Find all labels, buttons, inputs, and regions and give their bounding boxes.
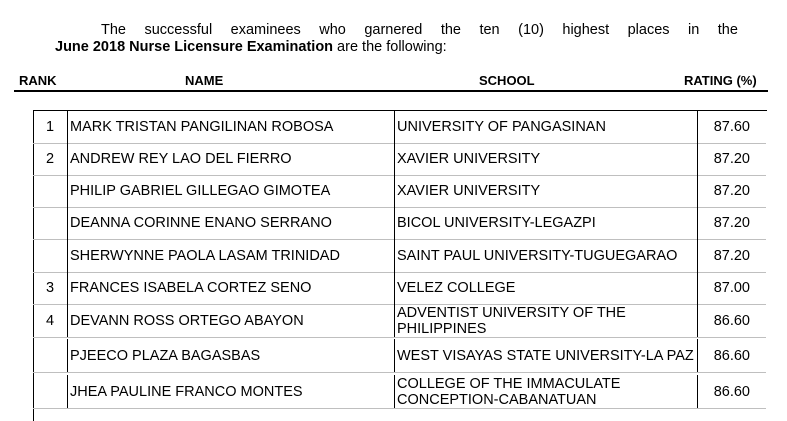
school-cell: VELEZ COLLEGE [394, 271, 697, 304]
rating-cell: 87.20 [697, 174, 766, 207]
intro-word: the [717, 22, 738, 38]
rating-cell: 86.60 [697, 339, 766, 372]
school-cell: XAVIER UNIVERSITY [394, 142, 697, 175]
school-cell: WEST VISAYAS STATE UNIVERSITY-LA PAZ [394, 339, 697, 372]
school-cell: BICOL UNIVERSITY-LEGAZPI [394, 206, 697, 239]
intro-line-2 [55, 39, 738, 56]
name-cell: DEANNA CORINNE ENANO SERRANO [67, 206, 394, 239]
intro-word: The [101, 22, 126, 38]
rank-cell: 3 [45, 279, 55, 296]
name-cell: PJEECO PLAZA BAGASBAS [67, 339, 394, 372]
table-row [33, 271, 766, 305]
intro-word: who [319, 22, 346, 38]
rank-cell [33, 375, 67, 408]
rank-cell [33, 206, 67, 239]
header-rating: RATING (%) [684, 73, 757, 88]
school-cell: ADVENTIST UNIVERSITY OF THE PHILIPPINES [394, 304, 697, 337]
intro-word: ten [479, 22, 500, 38]
header-divider [14, 90, 768, 92]
name-cell: JHEA PAULINE FRANCO MONTES [67, 375, 394, 408]
intro-word: the [440, 22, 461, 38]
intro-word: in [688, 22, 700, 38]
rating-cell: 87.00 [697, 271, 766, 304]
name-cell: MARK TRISTAN PANGILINAN ROBOSA [67, 110, 394, 143]
intro-line-1 [55, 22, 738, 39]
intro-word: highest [562, 22, 610, 38]
table-row [33, 174, 766, 208]
rank-cell: 1 [45, 118, 55, 135]
intro-word: successful [144, 22, 213, 38]
name-cell: PHILIP GABRIEL GILLEGAO GIMOTEA [67, 174, 394, 207]
rank-cell: 2 [45, 150, 55, 167]
school-cell: XAVIER UNIVERSITY [394, 174, 697, 207]
header-name: NAME [185, 73, 224, 88]
table-row [33, 142, 766, 176]
intro-paragraph [55, 22, 738, 56]
name-cell: DEVANN ROSS ORTEGO ABAYON [67, 304, 394, 337]
rank-cell [33, 174, 67, 207]
rating-cell: 87.20 [697, 142, 766, 175]
rating-cell: 86.60 [697, 304, 766, 337]
table-row [33, 110, 766, 144]
rating-cell: 87.20 [697, 239, 766, 272]
header-rank: RANK [19, 73, 57, 88]
exam-name: June 2018 Nurse Licensure Examination [55, 39, 334, 55]
school-cell: COLLEGE OF THE IMMACULATE CONCEPTION-CABANATUAN [394, 375, 697, 408]
intro-line-2-rest: are the following: [333, 39, 447, 55]
name-cell: SHERWYNNE PAOLA LASAM TRINIDAD [67, 239, 394, 272]
table-row [33, 239, 766, 273]
table-row [33, 339, 766, 373]
rank-cell: 4 [45, 312, 55, 329]
header-school: SCHOOL [479, 73, 535, 88]
name-cell: FRANCES ISABELA CORTEZ SENO [67, 271, 394, 304]
rating-cell: 87.60 [697, 110, 766, 143]
school-cell: SAINT PAUL UNIVERSITY-TUGUEGARAO [394, 239, 697, 272]
table-row [33, 375, 766, 409]
rank-cell [33, 339, 67, 372]
rating-cell: 86.60 [697, 375, 766, 408]
table-header [0, 73, 787, 91]
intro-word: garnered [364, 22, 423, 38]
intro-word: places [627, 22, 670, 38]
table-row [33, 206, 766, 240]
rating-cell: 87.20 [697, 206, 766, 239]
name-cell: ANDREW REY LAO DEL FIERRO [67, 142, 394, 175]
rank-cell [33, 239, 67, 272]
table-row [33, 304, 766, 338]
intro-word: examinees [230, 22, 301, 38]
school-cell: UNIVERSITY OF PANGASINAN [394, 110, 697, 143]
intro-word: (10) [518, 22, 544, 38]
